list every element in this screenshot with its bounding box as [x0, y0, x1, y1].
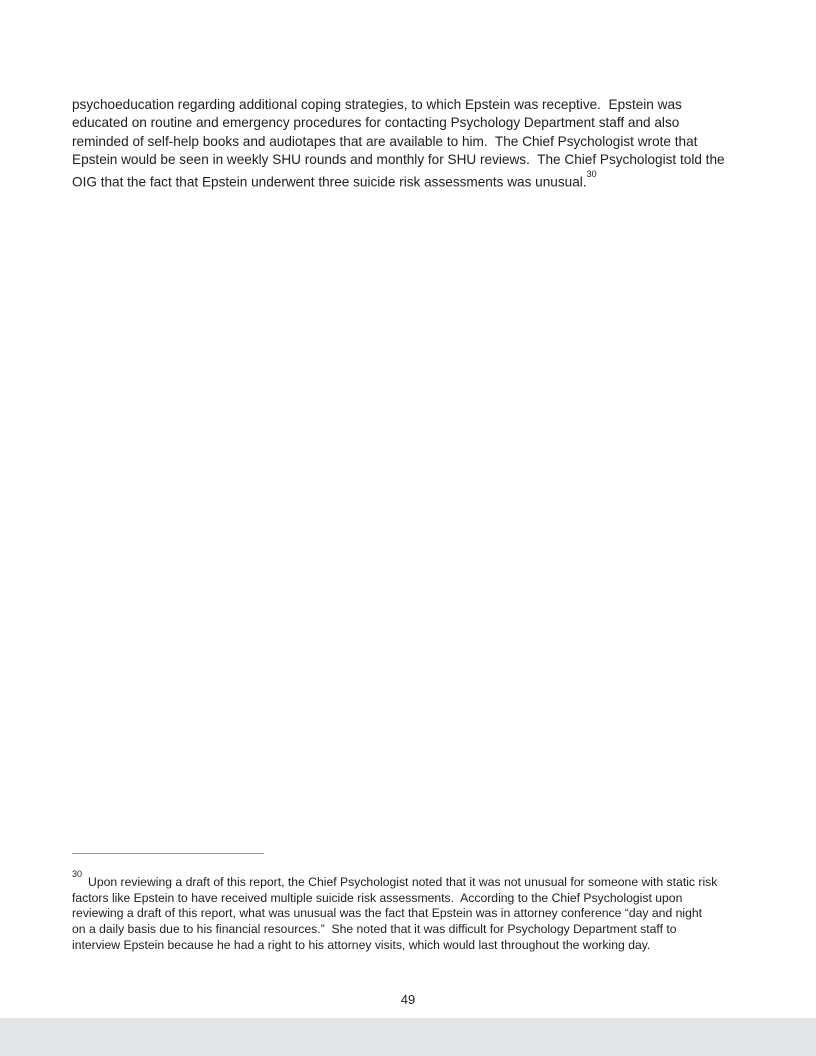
- paragraph-line-text: OIG that the fact that Epstein underwent three suicide risk assessments was unusual.: [72, 174, 587, 190]
- main-paragraph: [72, 96, 752, 192]
- paragraph-line: psychoeducation regarding additional coping strategies, to which Epstein was receptive. Epstein was: [72, 97, 682, 112]
- footnote-line: on a daily basis due to his financial resources.” She noted that it was difficult for Psychology Department staff to: [72, 922, 677, 937]
- footnote-line: factors like Epstein to have received multiple suicide risk assessments. According to the Chief Psychologist upon: [72, 890, 683, 905]
- footnote-line: [72, 871, 762, 891]
- footnote-marker: 30: [72, 869, 83, 879]
- paragraph-line: reminded of self-help books and audiotapes that are available to him. The Chief Psychologist wrote that: [72, 133, 698, 149]
- footnote-reference: 30: [586, 169, 597, 180]
- footnote-line: interview Epstein because he had a right to his attorney visits, which would last throughout the working day.: [72, 937, 651, 952]
- footnote-separator: [72, 853, 264, 854]
- page-number: 49: [400, 992, 416, 1007]
- footnote-line: reviewing a draft of this report, what was unusual was the fact that Epstein was in attorney conference “day and night: [72, 906, 703, 921]
- footnote: [72, 871, 762, 954]
- paragraph-line: Epstein would be seen in weekly SHU rounds and monthly for SHU reviews. The Chief Psychologist told the: [72, 151, 725, 167]
- bottom-bar: [0, 1018, 816, 1056]
- paragraph-line: educated on routine and emergency procedures for contacting Psychology Department staff and also: [72, 115, 680, 131]
- paragraph-line: [72, 169, 752, 192]
- footnote-line-text: Upon reviewing a draft of this report, the Chief Psychologist noted that it was not unusual for someone with static risk: [88, 875, 718, 890]
